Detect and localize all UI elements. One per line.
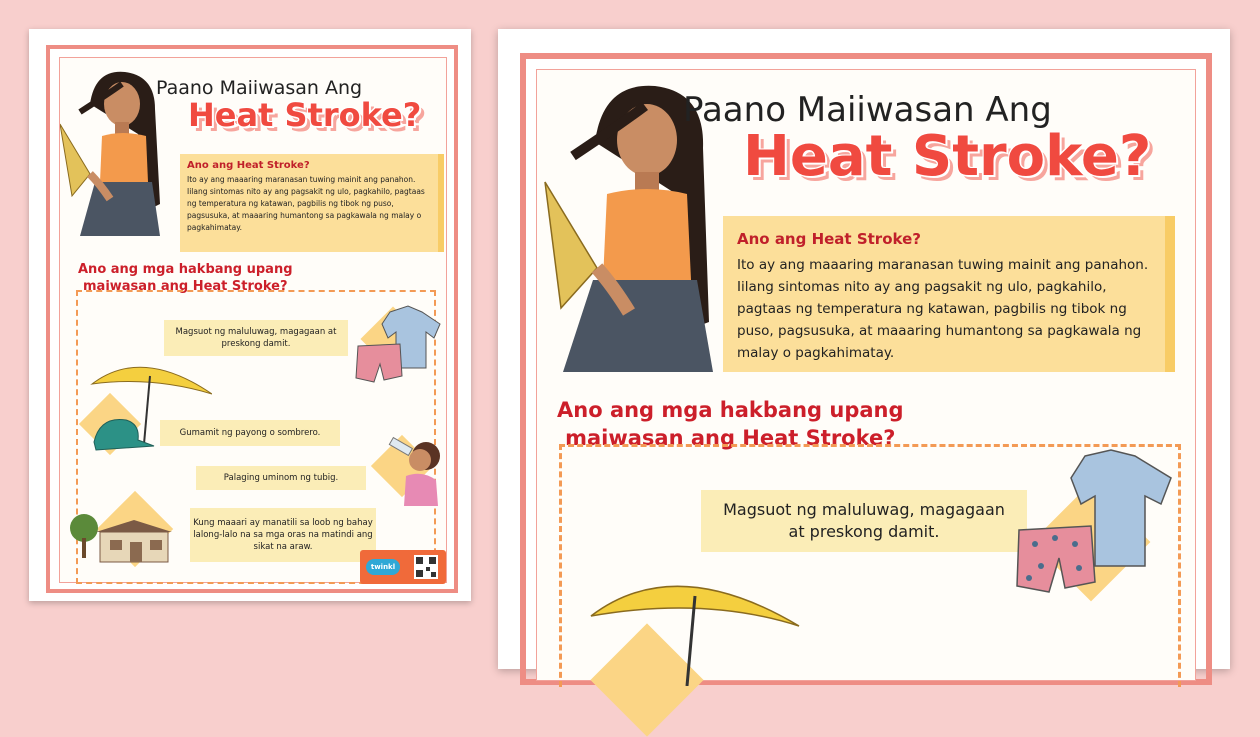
tip-1-line2: at preskong damit.	[788, 522, 940, 541]
qr-code-icon	[414, 555, 438, 579]
tip-1: Magsuot ng maluluwag, magagaan at preskong damit.	[164, 320, 348, 356]
info-box	[723, 216, 1175, 372]
section-heading-line1: Ano ang mga hakbang upang	[557, 398, 904, 422]
info-heading: Ano ang Heat Stroke?	[737, 230, 921, 248]
tip-1	[701, 490, 1027, 552]
clothes-icon	[1011, 448, 1181, 598]
section-heading-line2: maiwasan ang Heat Stroke?	[565, 426, 896, 450]
twinkl-logo: twinkl	[366, 559, 400, 575]
info-text: Ito ay ang maaaring maranasan tuwing mainit ang panahon. Iilang sintomas nito ay ang pagsakit ng ulo, pagkahilo, pagtaas ng temperatura ng katawan, pagbilis ng tibok ng puso, pagsusuka, at maaaring humantong sa pagkawala ng malay o pagkahimatay.	[187, 175, 425, 232]
tip-3: Palaging uminom ng tubig.	[196, 466, 366, 490]
title-line1: Paano Maiiwasan Ang	[683, 90, 1052, 130]
house-icon	[68, 502, 178, 572]
poster-inner	[59, 57, 447, 583]
poster-inner	[536, 69, 1196, 681]
drinking-water-icon	[370, 426, 450, 506]
tip-2: Gumamit ng payong o sombrero.	[160, 420, 340, 446]
poster-preview	[498, 29, 1230, 669]
umbrella-icon	[585, 556, 805, 686]
title-line1: Paano Maiiwasan Ang	[156, 77, 363, 99]
title-line2: Heat Stroke?	[743, 124, 1152, 189]
section-heading-line1: Ano ang mga hakbang upang	[78, 262, 293, 277]
tip-1-line1: Magsuot ng maluluwag, magagaan	[723, 500, 1005, 519]
info-heading: Ano ang Heat Stroke?	[187, 160, 310, 171]
info-box	[180, 154, 444, 252]
tip-4: Kung maaari ay manatili sa loob ng bahay lalong-lalo na sa mga oras na matindi ang sikat na araw.	[190, 508, 376, 562]
title-line2: Heat Stroke?	[188, 96, 422, 134]
poster-frame	[520, 53, 1212, 685]
poster-thumbnail[interactable]	[29, 29, 471, 601]
info-text: Ito ay ang maaaring maranasan tuwing mainit ang panahon. Iilang sintomas nito ay ang pagsakit ng ulo, pagkahilo, pagtaas ng temperatura ng katawan, pagbilis ng tibok ng puso, pagsusuka, at maaaring humantong sa pagkawala ng malay o pagkahimatay.	[737, 257, 1149, 361]
section-heading-line2: maiwasan ang Heat Stroke?	[83, 279, 288, 294]
poster-frame	[46, 45, 458, 593]
brand-badge[interactable]	[360, 550, 446, 584]
clothes-icon	[350, 304, 450, 386]
